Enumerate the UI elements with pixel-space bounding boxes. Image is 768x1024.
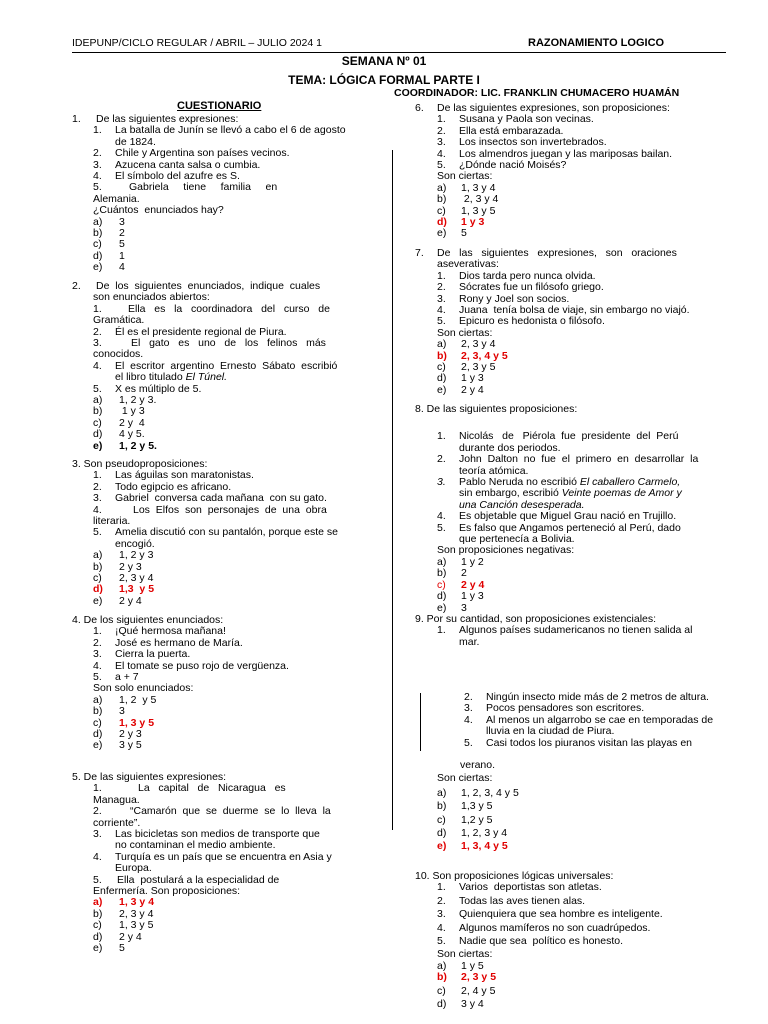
- q1-option: 5: [119, 238, 125, 251]
- q4-stem: 4. De los siguientes enunciados:: [72, 614, 224, 626]
- q6-question: Son ciertas:: [437, 170, 493, 183]
- q7-item: Juana tenía bolsa de viaje, sin embargo no viajó.: [459, 304, 690, 317]
- q1-item: de 1824.: [115, 135, 156, 148]
- q10-question: Son ciertas:: [437, 948, 493, 961]
- q5-question: Enfermería. Son proposiciones:: [93, 885, 241, 898]
- q9-item: Casi todos los piuranos visitan las playas en: [486, 736, 693, 749]
- header-right: RAZONAMIENTO LOGICO: [528, 37, 665, 49]
- q6-item: Susana y Paola son vecinas.: [459, 113, 594, 126]
- q7-option: 1 y 3: [461, 372, 484, 385]
- question-10: 10. Son proposiciones lógicas universales: 1. Varios deportistas son atletas. 2. Todas las aves tienen alas. 3. Quienquiera que sea hombre es inteligente. 4. Algunos mamíferos no son cuadrúpedos. 5. Nadie que sea político es honesto. Son ciertas: a) 1 y 5 b) 2, 3 y 5 c) 2, 4 y 5 d) 3 y 4: [415, 870, 663, 1011]
- q6-item: Los almendros juegan y las mariposas bailan.: [459, 147, 673, 160]
- q2-stem: De los siguientes enunciados, indique cuales: [96, 280, 321, 292]
- q2-option: 4 y 5.: [119, 428, 145, 441]
- q3-item: Los Elfos son personajes de una obra: [133, 503, 327, 516]
- q10-item: Varios deportistas son atletas.: [459, 881, 602, 894]
- q10-option: 2, 4 y 5: [461, 984, 496, 997]
- q3-item: Gabriel conversa cada mañana con su gato.: [115, 492, 327, 505]
- coordinator: COORDINADOR: LIC. FRANKLIN CHUMACERO HUAMÁN: [394, 87, 680, 99]
- q2-stem: son enunciados abiertos:: [93, 291, 210, 304]
- q2-option: 1 y 3: [119, 405, 145, 418]
- q9-stem: 9. Por su cantidad, son proposiciones existenciales:: [415, 613, 657, 625]
- q6-stem: De las siguientes expresiones, son proposiciones:: [437, 102, 670, 114]
- q10-stem: 10. Son proposiciones lógicas universales:: [415, 870, 614, 882]
- week-title: SEMANA Nº 01: [341, 54, 427, 68]
- q10-item: Algunos mamíferos no son cuadrúpedos.: [459, 921, 651, 934]
- q8-item-title: El caballero Carmelo,: [579, 476, 681, 489]
- q2-item: el libro titulado: [115, 371, 186, 384]
- q1-option: 2: [119, 227, 125, 240]
- q7-question: Son ciertas:: [437, 326, 493, 339]
- q1-option: 3: [119, 215, 125, 228]
- q9-question: Son ciertas:: [437, 772, 493, 785]
- q7-stem: De las siguientes expresiones, son oraciones: [437, 247, 677, 259]
- q8-question: Son proposiciones negativas:: [437, 544, 575, 557]
- q7-option: 2 y 4: [461, 383, 484, 396]
- q5-option: 5: [119, 942, 125, 955]
- q9-option: 1, 2, 3 y 4: [461, 827, 508, 840]
- q3-item: Amelia discutió con su pantalón, porque este se: [115, 526, 338, 539]
- q10-item: Todas las aves tienen alas.: [459, 894, 586, 907]
- q1-stem: De las siguientes expresiones:: [96, 113, 239, 125]
- q9-item: lluvia en la ciudad de Piura.: [486, 725, 615, 738]
- q2-item: El escritor argentino Ernesto Sábato escribió: [115, 359, 338, 372]
- question-1: 1. De las siguientes expresiones: 1. La batalla de Junín se llevó a cabo el 6 de agosto de 1824. 2. Chile y Argentina son países vecinos. 3. Azucena canta salsa o cumbia. 4. El símbolo del azufre es S. 5. Gabriela tiene familia en Alemania. ¿Cuántos enunciados hay? a) 3 b) 2 c) 5 d) 1 e) 4: [72, 113, 346, 274]
- q7-item: Dios tarda pero nunca olvida.: [459, 269, 596, 282]
- q9-item: Algunos países sudamericanos no tienen salida al: [459, 624, 693, 637]
- q9-item: Ningún insecto mide más de 2 metros de altura.: [486, 691, 709, 703]
- q8-item: durante dos periodos.: [459, 441, 561, 454]
- q3-option: 2 y 4: [119, 594, 142, 607]
- q7-item: Epicuro es hedonista o filósofo.: [459, 315, 605, 328]
- q9-item: verano.: [460, 759, 496, 772]
- q5-option: 1, 3 y 5: [119, 919, 154, 932]
- question-2: 2. De los siguientes enunciados, indique cuales son enunciados abiertos: 1. Ella es la coordinadora del curso de Gramática. 2. Él es el presidente regional de Piura. 3. El gato es uno de los felinos más conocidos. 4. El escritor argentino Ernesto Sábato escribió el libro titulado El Túnel. 5. X es múltiplo de 5. a) 1, 2 y 3. b) 1 y 3 c) 2 y 4 d) 4 y 5. e) 1, 2 y 5.: [72, 280, 338, 452]
- q2-item: Gramática.: [93, 314, 145, 327]
- q8-item-title: una Canción desesperada.: [459, 498, 585, 511]
- q3-stem: 3. Son pseudoproposiciones:: [72, 458, 208, 470]
- q8-item: Es falso que Angamos perteneció al Perú, dado: [459, 521, 681, 534]
- column-divider: [392, 150, 393, 830]
- q3-option: 1, 2 y 3: [119, 549, 154, 562]
- q9-option: 1,2 y 5: [461, 813, 493, 826]
- q4-item: El tomate se puso rojo de vergüenza.: [115, 659, 289, 672]
- q6-option: 5: [461, 227, 467, 240]
- q4-item: José es hermano de María.: [115, 636, 243, 649]
- q4-item: ¡Qué hermosa mañana!: [115, 625, 226, 638]
- q8-option: 2: [461, 567, 467, 580]
- q1-item: Alemania.: [93, 192, 140, 205]
- page-header: [72, 38, 726, 53]
- question-8: 8. De las siguientes proposiciones: 1. Nicolás de Piérola fue presidente del Perú durante dos periodos. 2. John Dalton no fue el primero en desarrollar la teoría atómica. 3. Pablo Neruda no escribió El caballero Carmelo, sin embargo, escribió Veinte poemas de Amor y una Canción desesperada. 4. Es objetable que Miguel Grau nació en Trujillo. 5. Es falso que Angamos perteneció al Perú, dado que pertenecía a Bolivia. Son proposiciones negativas: a) 1 y 2 b) 2 c) 2 y 4 d) 1 y 3 e) 3: [415, 403, 699, 614]
- q9-option: 1, 2, 3, 4 y 5: [461, 786, 519, 799]
- q8-item: que pertenecía a Bolivia.: [459, 533, 575, 546]
- q2-item: El gato es uno de los felinos más: [131, 337, 326, 350]
- q7-option: 2, 3 y 4: [461, 338, 496, 351]
- question-9: 9. Por su cantidad, son proposiciones existenciales: 1. Algunos países sudamericanos no tienen salida al mar.: [415, 613, 693, 648]
- q2-item-title: El Túnel.: [185, 371, 228, 384]
- q7-item: Sócrates fue un filósofo griego.: [459, 281, 604, 294]
- q6-option: 1, 3 y 4: [461, 181, 496, 194]
- question-4: 4. De los siguientes enunciados: 1. ¡Qué hermosa mañana! 2. José es hermano de María. 3. Cierra la puerta. 4. El tomate se puso rojo de vergüenza. 5. a + 7 Son solo enunciados: a) 1, 2 y 5 b) 3 c) 1, 3 y 5 d) 2 y 3 e) 3 y 5: [72, 614, 289, 752]
- q5-item: no contaminan el medio ambiente.: [115, 839, 276, 852]
- q1-item: Chile y Argentina son países vecinos.: [115, 147, 290, 160]
- q4-item: Cierra la puerta.: [115, 648, 191, 661]
- q8-option: 3: [461, 601, 467, 614]
- q8-option: 1 y 2: [461, 555, 484, 568]
- q10-item: Quienquiera que sea hombre es inteligente.: [459, 908, 663, 921]
- q6-item: Ella está embarazada.: [459, 124, 564, 137]
- topic-title: TEMA: LÓGICA FORMAL PARTE I: [288, 73, 480, 87]
- section-title: CUESTIONARIO: [177, 100, 262, 112]
- q5-item: Europa.: [115, 862, 152, 875]
- q1-option: 4: [119, 261, 125, 274]
- q1-item: La batalla de Junín se llevó a cabo el 6 de agosto: [115, 124, 346, 137]
- q8-item: sin embargo, escribió: [459, 487, 562, 500]
- q1-item: Gabriela tiene familia en: [129, 181, 278, 194]
- q9-item: Al menos un algarrobo se cae en temporadas de: [486, 713, 714, 726]
- q5-option: 2 y 4: [119, 930, 142, 943]
- q5-item: Managua.: [93, 793, 140, 806]
- q10-item: Nadie que sea político es honesto.: [459, 935, 624, 948]
- q5-item: Las bicicletas son medios de transporte que: [115, 828, 320, 841]
- q2-item: Él es el presidente regional de Piura.: [115, 325, 287, 338]
- q6-item: Los insectos son invertebrados.: [459, 136, 607, 149]
- q3-option: 2 y 3: [119, 560, 142, 573]
- q1-item: Azucena canta salsa o cumbia.: [115, 158, 261, 171]
- q10-option: 1 y 5: [461, 959, 484, 972]
- q8-item: Es objetable que Miguel Grau nació en Trujillo.: [459, 510, 677, 523]
- q1-item: El símbolo del azufre es S.: [115, 170, 240, 183]
- q6-option: 1, 3 y 5: [461, 204, 496, 217]
- q8-item-title: Veinte poemas de Amor y: [561, 487, 682, 500]
- q5-option-answer: 1, 3 y 4: [119, 896, 155, 909]
- q3-item: Las águilas son maratonistas.: [115, 469, 254, 482]
- question-7: 7. De las siguientes expresiones, son oraciones aseverativas: 1. Dios tarda pero nunca olvida. 2. Sócrates fue un filósofo griego. 3. Rony y Joel son socios. 4. Juana tenía bolsa de viaje, sin embargo no viajó. 5. Epicuro es hedonista o filósofo. Son ciertas: a) 2, 3 y 4 b) 2, 3, 4 y 5 c) 2, 3 y 5 d) 1 y 3 e) 2 y 4: [415, 247, 690, 396]
- q5-item: Turquía es un país que se encuentra en Asia y: [115, 850, 332, 863]
- question-9-continued: 2. Ningún insecto mide más de 2 metros de altura. 3. Pocos pensadores son escritores. 4. Al menos un algarrobo se cae en temporadas de lluvia en la ciudad de Piura. 5. Casi todos los piuranos visitan las playas en verano. Son ciertas: a) 1, 2, 3, 4 y 5 b) 1,3 y 5 c) 1,2 y 5 d) 1, 2, 3 y 4 e) 1, 3, 4 y 5: [437, 691, 714, 853]
- q7-item: Rony y Joel son socios.: [459, 292, 570, 305]
- q4-item: a + 7: [115, 671, 139, 684]
- q2-item: Ella es la coordinadora del curso de: [128, 302, 330, 315]
- q1-option: 1: [119, 249, 125, 262]
- q8-item: John Dalton no fue el primero en desarrollar la: [459, 453, 699, 466]
- q4-option: 3 y 5: [119, 739, 142, 752]
- q2-item: conocidos.: [93, 348, 144, 361]
- q2-option: 1, 2 y 3.: [119, 394, 157, 407]
- q7-stem: aseverativas:: [437, 258, 499, 271]
- q9-option: 1,3 y 5: [461, 800, 493, 813]
- q3-item: encogió.: [115, 537, 155, 550]
- q7-option-answer: 2, 3, 4 y 5: [461, 349, 508, 362]
- q5-item: corriente”.: [93, 816, 141, 829]
- q9-item: Pocos pensadores son escritores.: [486, 702, 645, 715]
- question-3: 3. Son pseudoproposiciones: 1. Las águilas son maratonistas. 2. Todo egipcio es africano. 3. Gabriel conversa cada mañana con su gato. 4. Los Elfos son personajes de una obra literaria. 5. Amelia discutió con su pantalón, porque este se encogió. a) 1, 2 y 3 b) 2 y 3 c) 2, 3 y 4 d) 1,3 y 5 e) 2 y 4: [72, 458, 338, 607]
- q8-item: teoría atómica.: [459, 464, 529, 477]
- q4-option: 1, 2 y 5: [119, 693, 157, 706]
- q3-item: literaria.: [93, 515, 131, 528]
- q8-option-answer: 2 y 4: [461, 578, 485, 591]
- q5-item: “Camarón que se duerme se lo lleva la: [130, 805, 331, 818]
- q9-item: mar.: [459, 635, 480, 648]
- q2-option: 2 y 4: [119, 416, 145, 429]
- q8-option: 1 y 3: [461, 590, 484, 603]
- q6-option: 2, 3 y 4: [461, 193, 499, 206]
- question-6: 6. De las siguientes expresiones, son proposiciones: 1. Susana y Paola son vecinas. 2. Ella está embarazada. 3. Los insectos son invertebrados. 4. Los almendros juegan y las mariposas bailan. 5. ¿Dónde nació Moisés? Son ciertas: a) 1, 3 y 4 b) 2, 3 y 4 c) 1, 3 y 5 d) 1 y 3 e) 5: [415, 102, 673, 240]
- q2-option-answer: 1, 2 y 5.: [119, 439, 157, 452]
- q5-item: La capital de Nicaragua es: [138, 782, 286, 795]
- q8-stem: 8. De las siguientes proposiciones:: [415, 403, 578, 415]
- q6-item: ¿Dónde nació Moisés?: [459, 159, 567, 172]
- q2-item: X es múltiplo de 5.: [115, 382, 202, 395]
- q10-option: 3 y 4: [461, 998, 484, 1011]
- question-5: 5. De las siguientes expresiones: 1. La capital de Nicaragua es Managua. 2. “Camarón que se duerme se lo lleva la corriente”. 3. Las bicicletas son medios de transporte que no contaminan el medio ambiente. 4. Turquía es un país que se encuentra en Asia y Europa. 5. Ella postulará a la especialidad de Enfermería. Son proposiciones: a) 1, 3 y 4 b) 2, 3 y 4 c) 1, 3 y 5 d) 2 y 4 e) 5: [72, 771, 332, 955]
- q5-stem: 5. De las siguientes expresiones:: [72, 771, 227, 783]
- q5-item: Ella postulará a la especialidad de: [117, 873, 280, 886]
- q8-item: Nicolás de Piérola fue presidente del Perú: [459, 430, 679, 443]
- q10-option-answer: 2, 3 y 5: [461, 971, 497, 984]
- q5-option: 2, 3 y 4: [119, 907, 154, 920]
- q8-item: Pablo Neruda no escribió: [459, 476, 580, 489]
- q6-option-answer: 1 y 3: [461, 216, 485, 229]
- q3-option: 2, 3 y 4: [119, 572, 154, 585]
- q7-option: 2, 3 y 5: [461, 361, 496, 374]
- q3-item: Todo egipcio es africano.: [115, 480, 232, 493]
- q9-option-answer: 1, 3, 4 y 5: [461, 840, 508, 853]
- q3-option-answer: 1,3 y 5: [119, 583, 155, 596]
- q1-question: ¿Cuántos enunciados hay?: [93, 204, 224, 217]
- q4-option: 2 y 3: [119, 728, 142, 741]
- q4-question: Son solo enunciados:: [93, 682, 194, 695]
- q4-option-answer: 1, 3 y 5: [119, 716, 155, 729]
- header-left: IDEPUNP/CICLO REGULAR / ABRIL – JULIO 2024 1: [72, 37, 322, 49]
- q4-option: 3: [119, 705, 125, 718]
